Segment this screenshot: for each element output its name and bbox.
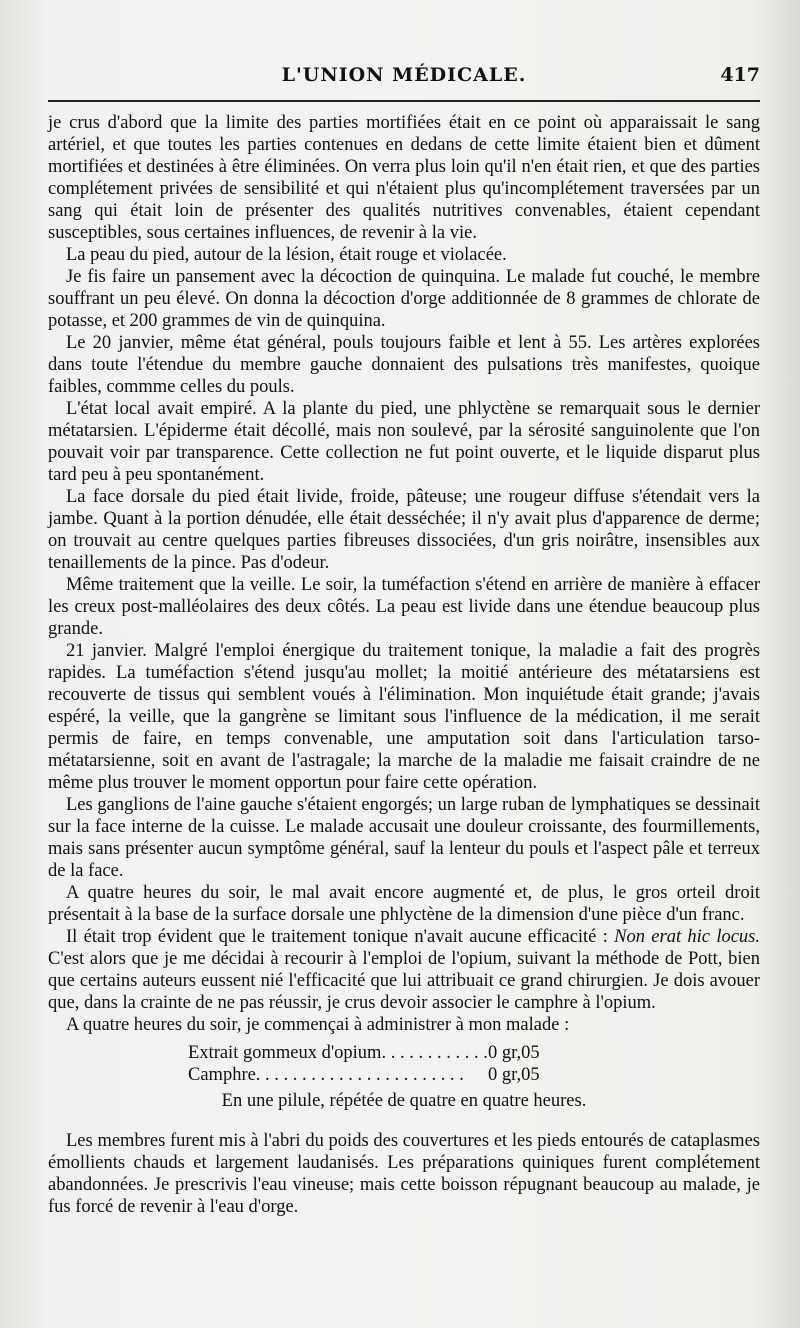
- latin-phrase: Non erat hic locus.: [614, 927, 760, 947]
- paragraph: La face dorsale du pied était livide, froide, pâteuse; une rougeur diffuse s'étendait vers la jambe. Quant à la portion dénudée, elle était desséchée; il n'y avait plus d'apparence de derme; on trouvait au centre quelques parties fibreuses dissociées, d'un gris noirâtre, insensibles aux tenaillements de la pince. Pas d'odeur.: [48, 487, 760, 573]
- prescription: [188, 1042, 588, 1086]
- paragraph: Même traitement que la veille. Le soir, la tuméfaction s'étend en arrière de manière à effacer les creux post-malléolaires des deux côtés. La peau est livide dans une étendue beaucoup plus grande.: [48, 575, 760, 639]
- paragraph: A quatre heures du soir, je commençai à administrer à mon malade :: [66, 1015, 570, 1035]
- paragraph: Les membres furent mis à l'abri du poids des couvertures et les pieds entourés de cataplasmes émollients chauds et largement laudanisés. Les préparations quiniques furent complétement abandonnées. Je prescrivis l'eau vineuse; mais cette boisson répugnant beaucoup au malade, je fus forcé de revenir à l'eau d'orge.: [48, 1131, 760, 1217]
- paragraph: L'état local avait empiré. A la plante du pied, une phlyctène se remarquait sous le dernier métatarsien. L'épiderme était décollé, mais non soulevé, par la sérosité sanguinolente que l'on pouvait voir par transparence. Cette collection ne fut point ouverte, et le liquide disparut plus tard peu à peu spontanément.: [48, 399, 760, 485]
- paragraph: La peau du pied, autour de la lésion, était rouge et violacée.: [66, 245, 507, 265]
- paragraph-text: Il était trop évident que le traitement tonique n'avait aucune efficacité :: [66, 927, 615, 947]
- journal-title: L'UNION MÉDICALE.: [281, 64, 527, 86]
- paragraph: Les ganglions de l'aine gauche s'étaient engorgés; un large ruban de lymphatiques se dessinait sur la face interne de la cuisse. Le malade accusait une douleur croissante, des fourmillements, mais sans présenter aucun symptôme général, sauf la lenteur du pouls et l'aspect pâle et terreux de la face.: [48, 795, 760, 881]
- article-body: [48, 112, 760, 1218]
- drug-name: Extrait gommeux d'opium. . . . . . . . . . . .: [188, 1043, 488, 1063]
- paragraph: [48, 926, 760, 1014]
- paragraph: 21 janvier. Malgré l'emploi énergique du traitement tonique, la maladie a fait des progrès rapides. La tuméfaction s'étend jusqu'au mollet; la moitié antérieure des métatarsiens est recouverte de tissus qui semblent voués à l'élimination. Mon inquiétude était grande; j'avais espéré, la veille, que la gangrène se limitant sous l'influence de la médication, il me serait permis de faire, en temps convenable, une amputation soit dans l'articulation tarso-métatarsienne, soit en avant de l'astragale; la marche de la maladie me faisait craindre de ne même plus trouver le moment opportun pour faire cette opération.: [48, 641, 760, 793]
- paragraph: A quatre heures du soir, le mal avait encore augmenté et, de plus, le gros orteil droit présentait à la base de la surface dorsale une phlyctène de la dimension d'une pièce d'un franc.: [48, 883, 760, 925]
- prescription-note: En une pilule, répétée de quatre en quatre heures.: [221, 1091, 587, 1111]
- page-number: 417: [720, 64, 760, 86]
- drug-name: Camphre. . . . . . . . . . . . . . . . . . . . . . .: [188, 1065, 464, 1085]
- paragraph-text: C'est alors que je me décidai à recourir à l'emploi de l'opium, suivant la méthode de Pott, bien que certains auteurs eussent nié l'efficacité que lui attribuait ce grand chirurgien. Je dois avouer que, dans la crainte de ne pas réussir, je crus devoir associer le camphre à l'opium.: [48, 949, 760, 1013]
- drug-dose: 0 gr,05: [488, 1043, 540, 1063]
- paragraph: je crus d'abord que la limite des parties mortifiées était en ce point où apparaissait le sang artériel, et que toutes les parties contenues en dedans de cette limite étaient bien et dûment mortifiées et destinées à être éliminées. On verra plus loin qu'il n'en était rien, et que des parties complétement privées de sensibilité et qui n'étaient plus qu'incomplétement traversées par un sang qui était loin de présenter des qualités nutritives convenables, étaient cependant susceptibles, sous certaines influences, de revenir à la vie.: [48, 113, 760, 243]
- paragraph: Je fis faire un pansement avec la décoction de quinquina. Le malade fut couché, le membre souffrant un peu élevé. On donna la décoction d'orge additionnée de 8 grammes de chlorate de potasse, et 200 grammes de vin de quinquina.: [48, 267, 760, 331]
- paragraph: Le 20 janvier, même état général, pouls toujours faible et lent à 55. Les artères explorées dans toute l'étendue du membre gauche donnaient des pulsations très manifestes, quoique faibles, commme celles du pouls.: [48, 333, 760, 397]
- prescription-row: [188, 1042, 588, 1064]
- prescription-row: [188, 1064, 588, 1086]
- running-header: [48, 60, 760, 100]
- drug-dose: 0 gr,05: [488, 1065, 540, 1085]
- header-rule: [48, 100, 760, 102]
